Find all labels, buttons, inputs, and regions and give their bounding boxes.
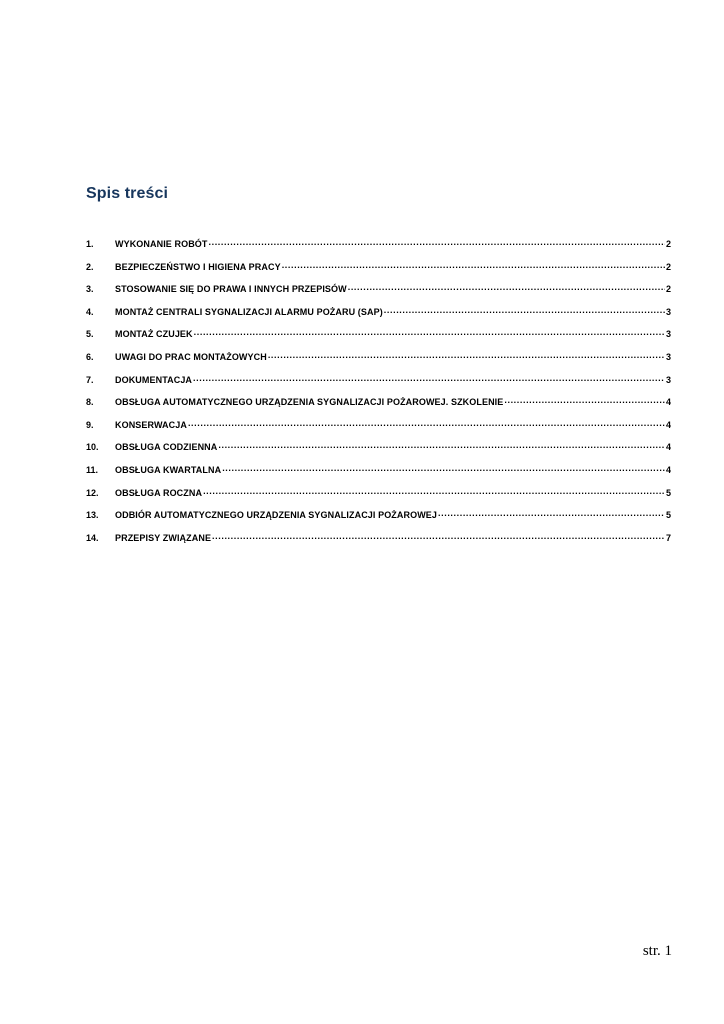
toc-entry-title: BEZPIECZEŃSTWO I HIGIENA PRACY	[115, 261, 281, 272]
toc-entry-page: 2	[665, 261, 671, 272]
toc-entry-title: STOSOWANIE SIĘ DO PRAWA I INNYCH PRZEPISÓW	[115, 284, 347, 295]
dot-leader	[504, 394, 665, 405]
toc-entry[interactable]	[86, 372, 671, 395]
toc-entry[interactable]	[86, 507, 671, 530]
toc-entry-number: 13.	[86, 510, 99, 521]
toc-entry-number: 6.	[86, 351, 94, 362]
toc-entry-number: 14.	[86, 532, 99, 543]
toc-entry-title: OBSŁUGA KWARTALNA	[115, 464, 222, 475]
toc-entry-number: 9.	[86, 419, 94, 430]
toc-entry-title: MONTAŻ CZUJEK	[115, 329, 193, 340]
toc-entry-title: KONSERWACJA	[115, 419, 187, 430]
toc-entry-page: 2	[665, 239, 671, 249]
toc-entry[interactable]	[86, 259, 671, 282]
dot-leader	[348, 281, 665, 292]
toc-entry-title: DOKUMENTACJA	[115, 374, 193, 385]
dot-leader	[194, 326, 665, 337]
toc-entry-title: PRZEPISY ZWIĄZANE	[115, 532, 212, 543]
dot-leader	[209, 236, 665, 247]
dot-leader	[268, 349, 665, 360]
dot-leader	[212, 530, 665, 541]
dot-leader	[188, 417, 665, 428]
toc-entry-page: 3	[665, 306, 671, 317]
toc-entry-page: 4	[665, 464, 671, 475]
toc-entry-page: 2	[665, 284, 671, 295]
dot-leader	[222, 462, 665, 473]
toc-entry-title: UWAGI DO PRAC MONTAŻOWYCH	[115, 351, 267, 362]
dot-leader	[384, 304, 665, 315]
table-of-contents	[86, 236, 671, 552]
toc-entry-number: 3.	[86, 284, 94, 295]
toc-entry[interactable]	[86, 485, 671, 508]
toc-entry[interactable]	[86, 530, 671, 553]
toc-entry[interactable]	[86, 439, 671, 462]
dot-leader	[438, 507, 665, 518]
dot-leader	[218, 439, 665, 450]
toc-entry-number: 11.	[86, 464, 99, 475]
toc-entry-number: 4.	[86, 306, 94, 317]
dot-leader	[203, 485, 665, 496]
toc-entry[interactable]	[86, 304, 671, 327]
page-number-footer: str. 1	[642, 943, 672, 959]
dot-leader	[193, 372, 665, 383]
toc-entry[interactable]	[86, 281, 671, 304]
toc-entry-page: 5	[665, 487, 671, 498]
toc-entry[interactable]	[86, 326, 671, 349]
toc-entry-number: 1.	[86, 239, 94, 249]
toc-entry-number: 5.	[86, 329, 94, 340]
toc-heading: Spis treści	[86, 185, 169, 202]
toc-entry-number: 7.	[86, 374, 94, 385]
toc-entry-page: 5	[665, 510, 671, 521]
toc-entry-title: MONTAŻ CENTRALI SYGNALIZACJI ALARMU POŻARU (SAP)	[115, 306, 383, 317]
toc-entry[interactable]	[86, 236, 671, 259]
toc-entry-title: OBSŁUGA AUTOMATYCZNEGO URZĄDZENIA SYGNALIZACJI POŻAROWEJ. SZKOLENIE	[115, 397, 504, 408]
toc-entry-page: 3	[665, 374, 671, 385]
toc-entry-number: 12.	[86, 487, 99, 498]
toc-entry[interactable]	[86, 349, 671, 372]
toc-entry-page: 4	[665, 442, 671, 453]
toc-entry[interactable]	[86, 417, 671, 440]
toc-entry[interactable]	[86, 462, 671, 485]
toc-entry-page: 3	[665, 329, 671, 340]
toc-entry[interactable]	[86, 394, 671, 417]
toc-entry-number: 8.	[86, 397, 94, 408]
toc-entry-page: 4	[665, 419, 671, 430]
toc-entry-title: OBSŁUGA CODZIENNA	[115, 442, 218, 453]
toc-entry-title: ODBIÓR AUTOMATYCZNEGO URZĄDZENIA SYGNALIZACJI POŻAROWEJ	[115, 510, 438, 521]
toc-entry-page: 4	[665, 397, 671, 408]
toc-entry-page: 3	[665, 351, 671, 362]
toc-entry-number: 2.	[86, 261, 94, 272]
toc-entry-title: WYKONANIE ROBÓT	[115, 239, 208, 249]
toc-entry-title: OBSŁUGA ROCZNA	[115, 487, 203, 498]
toc-entry-number: 10.	[86, 442, 99, 453]
toc-entry-page: 7	[665, 532, 671, 543]
dot-leader	[282, 259, 665, 270]
